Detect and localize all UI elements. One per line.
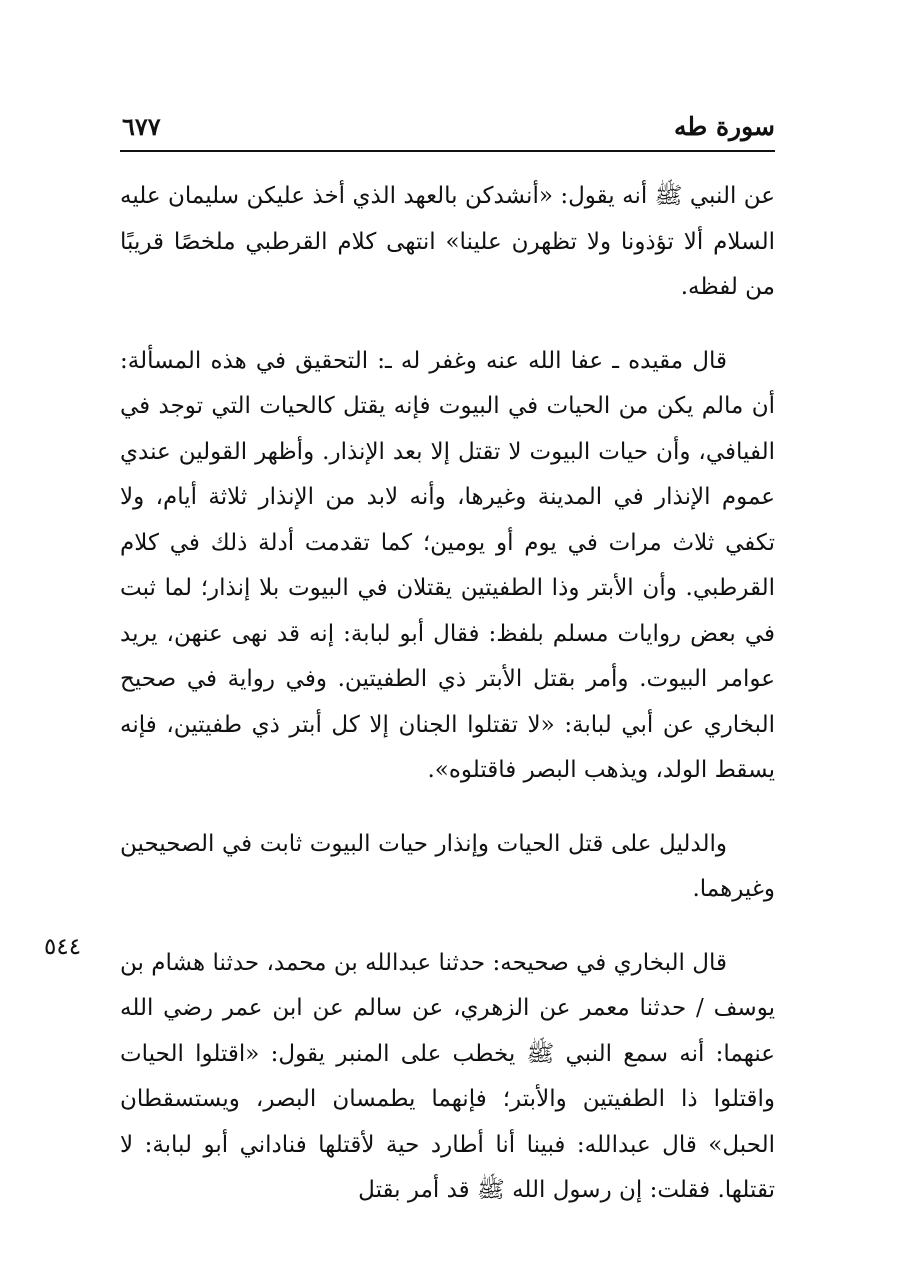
running-title: سورة طه — [673, 112, 775, 141]
page-body — [120, 174, 775, 1242]
margin-page-reference: ٥٤٤ — [44, 934, 82, 960]
page-header — [120, 112, 775, 152]
paragraph-evidence: والدليل على قتل الحيات وإنذار حيات البيوت ثابت في الصحيحين وغيرهما. — [120, 830, 775, 902]
paragraph-continuation: عن النبي ﷺ أنه يقول: «أنشدكن بالعهد الذي أخذ عليكن سليمان عليه السلام ألا تؤذونا ولا تظهرن علينا» انتهى كلام القرطبي ملخصًا قريبًا من لفظه. — [120, 183, 775, 300]
paragraph-bukhari-narration: قال البخاري في صحيحه: حدثنا عبدالله بن محمد، حدثنا هشام بن يوسف / حدثنا معمر عن الزهري، عن سالم عن ابن عمر رضي الله عنهما: أنه سمع النبي ﷺ يخطب على المنبر يقول: «اقتلوا الحيات واقتلوا ذا الطفيتين والأبتر؛ فإنهما يطمسان البصر، ويستسقطان الحبل» قال عبدالله: فبينا أنا أطارد حية لأقتلها فناداني أبو لبابة: لا تقتلها. فقلت: إن رسول الله ﷺ قد أمر بقتل — [120, 949, 775, 1203]
paragraph-author-commentary: قال مقيده ـ عفا الله عنه وغفر له ـ: التحقيق في هذه المسألة: أن مالم يكن من الحيات في البيوت فإنه يقتل كالحيات التي توجد في الفيافي، وأن حيات البيوت لا تقتل إلا بعد الإنذار. وأظهر القولين عندي عموم الإنذار في المدينة وغيرها، وأنه لابد من الإنذار ثلاثة أيام، ولا تكفي ثلاث مرات في يوم أو يومين؛ كما تقدمت أدلة ذلك في كلام القرطبي. وأن الأبتر وذا الطفيتين يقتلان في البيوت بلا إنذار؛ لما ثبت في بعض روايات مسلم بلفظ: فقال أبو لبابة: إنه قد نهى عنهن، يريد عوامر البيوت. وأمر بقتل الأبتر ذي الطفيتين. وفي رواية في صحيح البخاري عن أبي لبابة: «لا تقتلوا الجنان إلا كل أبتر ذي طفيتين، فإنه يسقط الولد، ويذهب البصر فاقتلوه». — [120, 347, 775, 783]
page-number: ٦٧٧ — [122, 112, 161, 141]
header-rule — [120, 150, 775, 152]
